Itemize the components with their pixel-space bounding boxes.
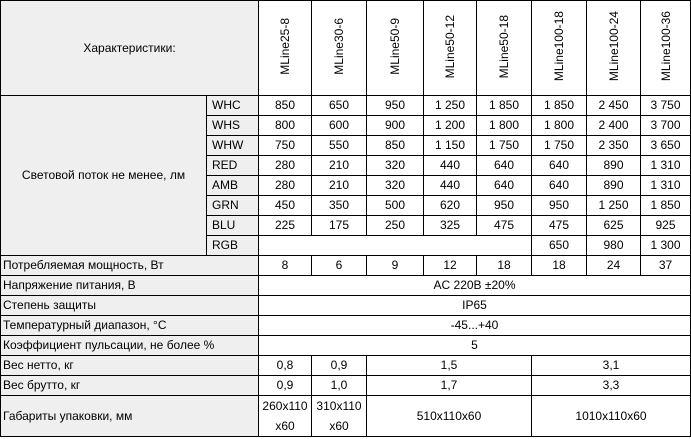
flux-value: 640 (532, 156, 587, 176)
model-name: MLine100-24 (606, 11, 621, 82)
power-value: 37 (641, 256, 691, 276)
flux-value: 640 (477, 156, 532, 176)
model-name: MLine25-8 (278, 18, 292, 75)
flux-value: 3 750 (641, 96, 691, 116)
power-row (1, 256, 691, 276)
model-name: MLine50-12 (443, 14, 457, 79)
flux-value: 950 (532, 196, 587, 216)
model-header (424, 1, 477, 96)
net-weight-value: 0,8 (259, 356, 312, 376)
flux-value: 2 350 (587, 136, 641, 156)
flux-value: 1 800 (532, 116, 587, 136)
model-header (259, 1, 312, 96)
power-value: 24 (587, 256, 641, 276)
flux-value: 950 (367, 96, 424, 116)
flux-value: 850 (367, 136, 424, 156)
flux-value: 2 450 (587, 96, 641, 116)
flux-value: 320 (367, 176, 424, 196)
gross-weight-value: 1,7 (367, 376, 532, 396)
flux-value: 2 400 (587, 116, 641, 136)
model-header (532, 1, 587, 96)
flux-value: 1 250 (424, 96, 477, 116)
model-header (477, 1, 532, 96)
flux-value: 640 (532, 176, 587, 196)
voltage-row (1, 276, 691, 296)
pulsation-label: Коэффициент пульсации, не более % (1, 336, 259, 356)
flux-variant: AMB (207, 176, 259, 196)
flux-value: 210 (312, 176, 367, 196)
flux-value: 175 (312, 216, 367, 236)
flux-row (1, 96, 691, 116)
net-weight-value: 0,9 (312, 356, 367, 376)
temperature-value: -45...+40 (259, 316, 691, 336)
flux-value: 900 (367, 116, 424, 136)
flux-value: 640 (477, 176, 532, 196)
flux-value: 600 (312, 116, 367, 136)
power-label: Потребляемая мощность, Вт (1, 256, 259, 276)
flux-value: 450 (259, 196, 312, 216)
flux-value: 890 (587, 176, 641, 196)
net-weight-row (1, 356, 691, 376)
gross-weight-value: 3,3 (532, 376, 691, 396)
gross-weight-label: Вес брутто, кг (1, 376, 259, 396)
model-header (312, 1, 367, 96)
protection-value: IP65 (259, 296, 691, 316)
flux-label: Световой поток не менее, лм (1, 96, 207, 256)
flux-value: 325 (424, 216, 477, 236)
flux-variant: WHC (207, 96, 259, 116)
protection-label: Степень защиты (1, 296, 259, 316)
flux-value: 1 850 (532, 96, 587, 116)
power-value: 18 (532, 256, 587, 276)
flux-value: 1 310 (641, 176, 691, 196)
flux-value: 475 (532, 216, 587, 236)
voltage-value: AC 220В ±20% (259, 276, 691, 296)
package-value: 260x110 x60 (259, 396, 312, 437)
flux-value: 280 (259, 176, 312, 196)
model-name: MLine30-6 (332, 18, 346, 75)
flux-value: 500 (367, 196, 424, 216)
temperature-row (1, 316, 691, 336)
power-value: 18 (477, 256, 532, 276)
protection-row (1, 296, 691, 316)
flux-value: 440 (424, 156, 477, 176)
flux-value: 1 800 (477, 116, 532, 136)
flux-variant: RGB (207, 236, 259, 256)
pulsation-value: 5 (259, 336, 691, 356)
net-weight-value: 3,1 (532, 356, 691, 376)
power-value: 12 (424, 256, 477, 276)
flux-variant: GRN (207, 196, 259, 216)
package-label: Габариты упаковки, мм (1, 396, 259, 437)
flux-value: 225 (259, 216, 312, 236)
flux-value: 650 (532, 236, 587, 256)
voltage-label: Напряжение питания, В (1, 276, 259, 296)
gross-weight-value: 0,9 (259, 376, 312, 396)
model-name: MLine100-36 (658, 11, 673, 82)
package-value: 310x110 x60 (312, 396, 367, 437)
flux-value: 1 150 (424, 136, 477, 156)
flux-value: 950 (477, 196, 532, 216)
header-row (1, 1, 691, 96)
model-header (641, 1, 691, 96)
model-name: MLine50-9 (388, 18, 402, 75)
gross-weight-row (1, 376, 691, 396)
model-header (587, 1, 641, 96)
flux-value: 620 (424, 196, 477, 216)
flux-value: 1 750 (532, 136, 587, 156)
flux-value: 440 (424, 176, 477, 196)
flux-value: 350 (312, 196, 367, 216)
flux-value: 650 (312, 96, 367, 116)
package-value: 510x110x60 (367, 396, 532, 437)
flux-variant: WHS (207, 116, 259, 136)
package-value: 1010x110x60 (532, 396, 691, 437)
flux-variant: RED (207, 156, 259, 176)
power-value: 9 (367, 256, 424, 276)
flux-value: 1 850 (641, 196, 691, 216)
model-header (367, 1, 424, 96)
empty-cell (259, 236, 532, 256)
flux-value: 1 850 (477, 96, 532, 116)
model-name: MLine100-18 (552, 11, 566, 82)
flux-value: 980 (587, 236, 641, 256)
flux-variant: WHW (207, 136, 259, 156)
flux-value: 890 (587, 156, 641, 176)
model-name: MLine50-18 (497, 14, 511, 79)
flux-value: 925 (641, 216, 691, 236)
power-value: 6 (312, 256, 367, 276)
net-weight-label: Вес нетто, кг (1, 356, 259, 376)
gross-weight-value: 1,0 (312, 376, 367, 396)
flux-value: 625 (587, 216, 641, 236)
flux-value: 1 750 (477, 136, 532, 156)
flux-value: 1 310 (641, 156, 691, 176)
flux-value: 250 (367, 216, 424, 236)
flux-value: 3 650 (641, 136, 691, 156)
power-value: 8 (259, 256, 312, 276)
flux-value: 3 700 (641, 116, 691, 136)
flux-variant: BLU (207, 216, 259, 236)
flux-value: 750 (259, 136, 312, 156)
flux-value: 280 (259, 156, 312, 176)
temperature-label: Температурный диапазон, °С (1, 316, 259, 336)
package-row (1, 396, 691, 437)
flux-value: 800 (259, 116, 312, 136)
flux-value: 1 200 (424, 116, 477, 136)
pulsation-row (1, 336, 691, 356)
net-weight-value: 1,5 (367, 356, 532, 376)
header-label: Характеристики: (1, 1, 259, 96)
flux-value: 210 (312, 156, 367, 176)
flux-value: 550 (312, 136, 367, 156)
flux-value: 475 (477, 216, 532, 236)
flux-value: 1 250 (587, 196, 641, 216)
flux-value: 1 300 (641, 236, 691, 256)
flux-value: 320 (367, 156, 424, 176)
flux-value: 850 (259, 96, 312, 116)
